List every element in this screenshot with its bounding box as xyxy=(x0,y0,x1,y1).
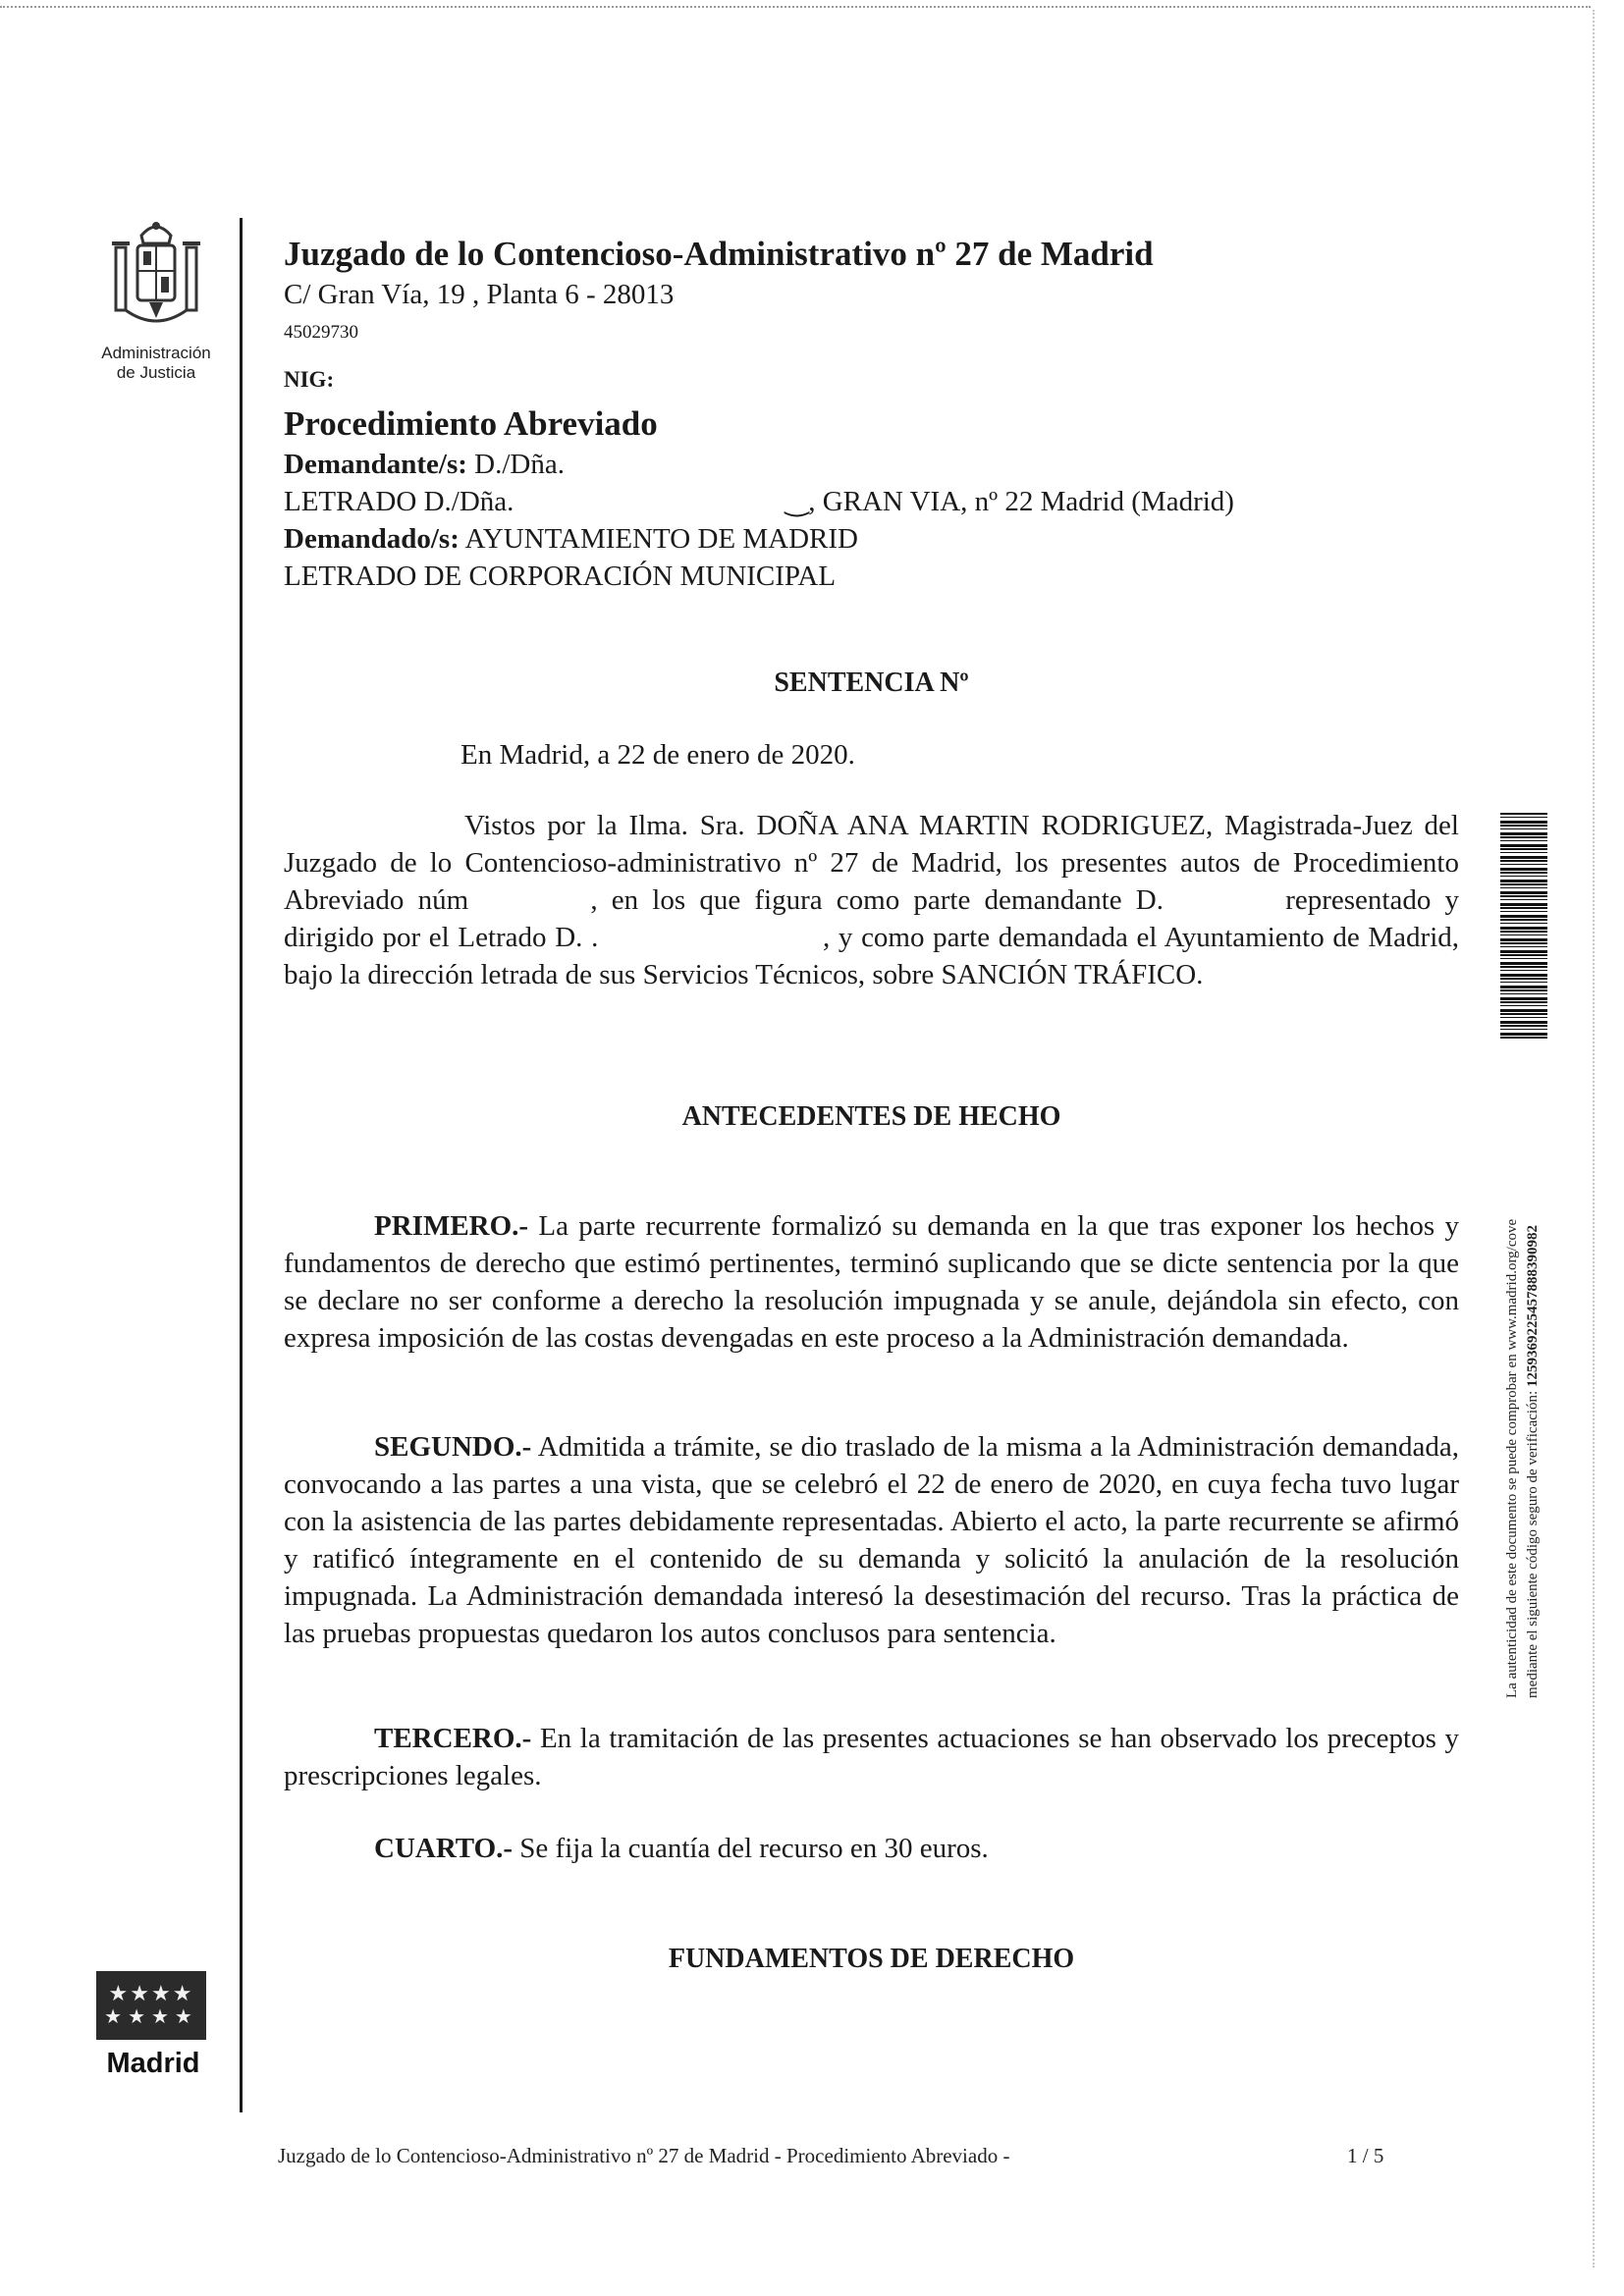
segundo-paragraph xyxy=(284,1428,1459,1652)
primero-paragraph xyxy=(284,1207,1459,1357)
madrid-logo-text: Madrid xyxy=(106,2048,200,2079)
scan-border-top xyxy=(0,6,1591,8)
vistos-text-2: , en los que figura como parte demandante D. xyxy=(590,884,1164,916)
verification-code: 1259369225457888390982 xyxy=(1525,1225,1541,1388)
vertical-rule xyxy=(240,218,243,2112)
page-footer: Juzgado de lo Contencioso-Administrativo nº 27 de Madrid - Procedimiento Abreviado - xyxy=(278,2144,1010,2167)
tercero-text: En la tramitación de las presentes actuaciones se han observado los preceptos y prescripciones legales. xyxy=(284,1723,1459,1791)
cuarto-paragraph xyxy=(284,1830,1459,1867)
scan-border-right xyxy=(1593,10,1595,2268)
justice-crest xyxy=(96,216,216,383)
court-code: 45029730 xyxy=(284,322,358,343)
antecedentes-title: ANTECEDENTES DE HECHO xyxy=(681,1101,1061,1132)
nig-label: NIG: xyxy=(284,367,335,392)
crest-label-line2: de Justicia xyxy=(116,363,196,382)
procedure-type: Procedimiento Abreviado xyxy=(284,404,658,443)
defendant-value: AYUNTAMIENTO DE MADRID xyxy=(464,523,858,555)
barcode xyxy=(1500,813,1547,1041)
plaintiff-label: Demandante/s: xyxy=(284,449,467,480)
defendant-line xyxy=(284,520,1462,558)
verification-note xyxy=(1502,1070,1543,1698)
court-name: Juzgado de lo Contencioso-Administrativo nº 27 de Madrid xyxy=(284,235,1154,273)
sentence-title: SENTENCIA Nº xyxy=(774,667,969,698)
vistos-text-4: , y como parte demandada el Ayuntamiento de Madrid, bajo la dirección letrada de sus Servicios Técnicos, sobre SANCIÓN TRÁFICO. xyxy=(284,922,1460,990)
document-header xyxy=(284,232,1462,595)
defendant-lawyer: LETRADO DE CORPORACIÓN MUNICIPAL xyxy=(284,561,837,592)
primero-text: La parte recurrente formalizó su demanda en la que tras exponer los hechos y fundamentos de derecho que estimó pertinentes, terminó suplicando que se dicte sentencia por la que se declare no ser conforme a derecho la resolución impugnada y se anule, dejándola sin efecto, con expresa imposición de las costas devengadas en este proceso a la Administración demandada. xyxy=(284,1210,1459,1354)
page-number: 1 / 5 xyxy=(1347,2144,1384,2167)
tercero-paragraph xyxy=(284,1720,1459,1794)
segundo-text: Admitida a trámite, se dio traslado de la misma a la Administración demandada, convocando a las partes a una vista, que se celebró el 22 de enero de 2020, en cuya fecha tuvo lugar con la asistencia de las partes debidamente representadas. Abierto el acto, la parte recurrente se afirmó y ratificó íntegramente en el contenido de su demanda y solicitó la anulación de la resolución impugnada. La Administración demandada interesó la desestimación del recurso. Tras la práctica de las pruebas propuestas quedaron los autos conclusos para sentencia. xyxy=(284,1431,1459,1649)
vistos-text-3: representado y dirigido por el Letrado D. . xyxy=(284,884,1460,953)
madrid-logo xyxy=(96,1971,210,2080)
date-text: En Madrid, a 22 de enero de 2020. xyxy=(460,739,855,771)
lawyer-label: LETRADO D./Dña. xyxy=(284,486,514,517)
tercero-label: TERCERO.- xyxy=(374,1723,532,1754)
defendant-label: Demandado/s: xyxy=(284,523,460,555)
primero-label: PRIMERO.- xyxy=(374,1210,529,1242)
verification-line-2 xyxy=(1523,1070,1543,1698)
court-address: C/ Gran Vía, 19 , Planta 6 - 28013 xyxy=(284,279,675,310)
plaintiff-value: D./Dña. xyxy=(474,449,565,480)
vistos-text-1: Vistos por la Ilma. Sra. DOÑA ANA MARTIN RODRIGUEZ, Magistrada-Juez del Juzgado de lo Contencioso-administrativo nº 27 de Madrid, los presentes autos de Procedimiento Abreviado núm xyxy=(284,810,1459,916)
date-line xyxy=(284,736,1459,774)
crest-label-line1: Administración xyxy=(101,344,211,362)
vistos-paragraph xyxy=(284,807,1459,993)
lawyer-address: ‿, GRAN VIA, nº 22 Madrid (Madrid) xyxy=(785,486,1234,517)
fundamentos-title: FUNDAMENTOS DE DERECHO xyxy=(668,1944,1075,1974)
verification-line-1: La autenticidad de este documento se puede comprobar en www.madrid.org/cove xyxy=(1504,1218,1520,1698)
verification-prefix: mediante el siguiente código seguro de verificación: xyxy=(1525,1390,1541,1698)
segundo-label: SEGUNDO.- xyxy=(374,1431,532,1463)
madrid-stars-box xyxy=(96,1971,206,2040)
cuarto-text: Se fija la cuantía del recurso en 30 euros. xyxy=(513,1833,989,1864)
plaintiff-line xyxy=(284,446,1462,483)
cuarto-label: CUARTO.- xyxy=(374,1833,514,1864)
madrid-stars-icon: ★★★★ xyxy=(108,1981,194,2005)
madrid-stars-row2-icon: ★★★★ xyxy=(104,2006,198,2028)
lawyer-line xyxy=(284,483,1462,520)
coat-of-arms-icon xyxy=(102,216,210,344)
